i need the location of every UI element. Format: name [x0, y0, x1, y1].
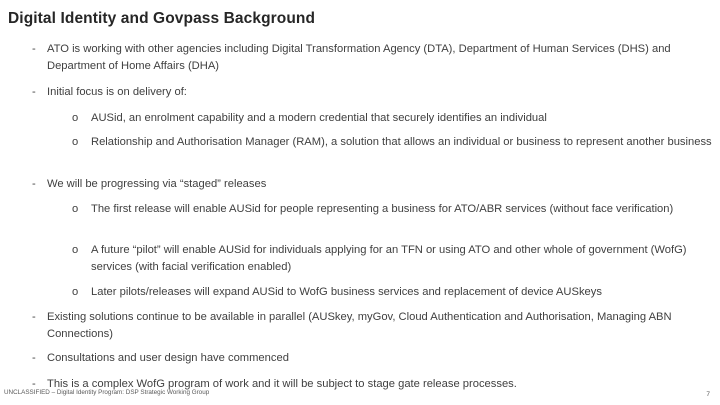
sub-bullet-item: Relationship and Authorisation Manager (RAM), a solution that allows an individual or business to represent another business: [91, 136, 712, 148]
bullet-item: Existing solutions continue to be available in parallel (AUSkey, myGov, Cloud Authentication and Authorisation, Managing ABN Connections): [47, 311, 672, 340]
bullet-item: We will be progressing via “staged” releases: [47, 178, 267, 190]
bullet-item: ATO is working with other agencies including Digital Transformation Agency (DTA), Department of Human Services (DHS) and Department of Home Affairs (DHA): [47, 43, 671, 72]
sub-bullet-item: A future “pilot” will enable AUSid for individuals applying for an TFN or using ATO and other whole of government (WofG) services (with facial verification enabled): [91, 244, 687, 273]
dash-bullet: -: [32, 86, 36, 98]
dash-bullet: -: [32, 378, 36, 390]
dash-bullet: -: [32, 311, 36, 323]
page-number: 7: [706, 391, 710, 398]
circle-bullet: o: [72, 112, 79, 124]
circle-bullet: o: [72, 136, 79, 148]
bullet-item: Initial focus is on delivery of:: [47, 86, 187, 98]
circle-bullet: o: [72, 244, 79, 256]
slide-title: Digital Identity and Govpass Background: [8, 10, 316, 27]
bullet-item: This is a complex WofG program of work and it will be subject to stage gate release processes.: [47, 378, 517, 390]
dash-bullet: -: [32, 352, 36, 364]
circle-bullet: o: [72, 203, 79, 215]
footer-text: UNCLASSIFIED – Digital Identity Program: DSP Strategic Working Group: [4, 389, 210, 396]
circle-bullet: o: [72, 286, 79, 298]
sub-bullet-item: AUSid, an enrolment capability and a modern credential that securely identifies an individual: [91, 112, 547, 124]
sub-bullet-item: The first release will enable AUSid for people representing a business for ATO/ABR services (without face verification): [91, 203, 674, 215]
dash-bullet: -: [32, 43, 36, 55]
dash-bullet: -: [32, 178, 36, 190]
bullet-item: Consultations and user design have commenced: [47, 352, 289, 364]
sub-bullet-item: Later pilots/releases will expand AUSid to WofG business services and replacement of device AUSkeys: [91, 286, 602, 298]
